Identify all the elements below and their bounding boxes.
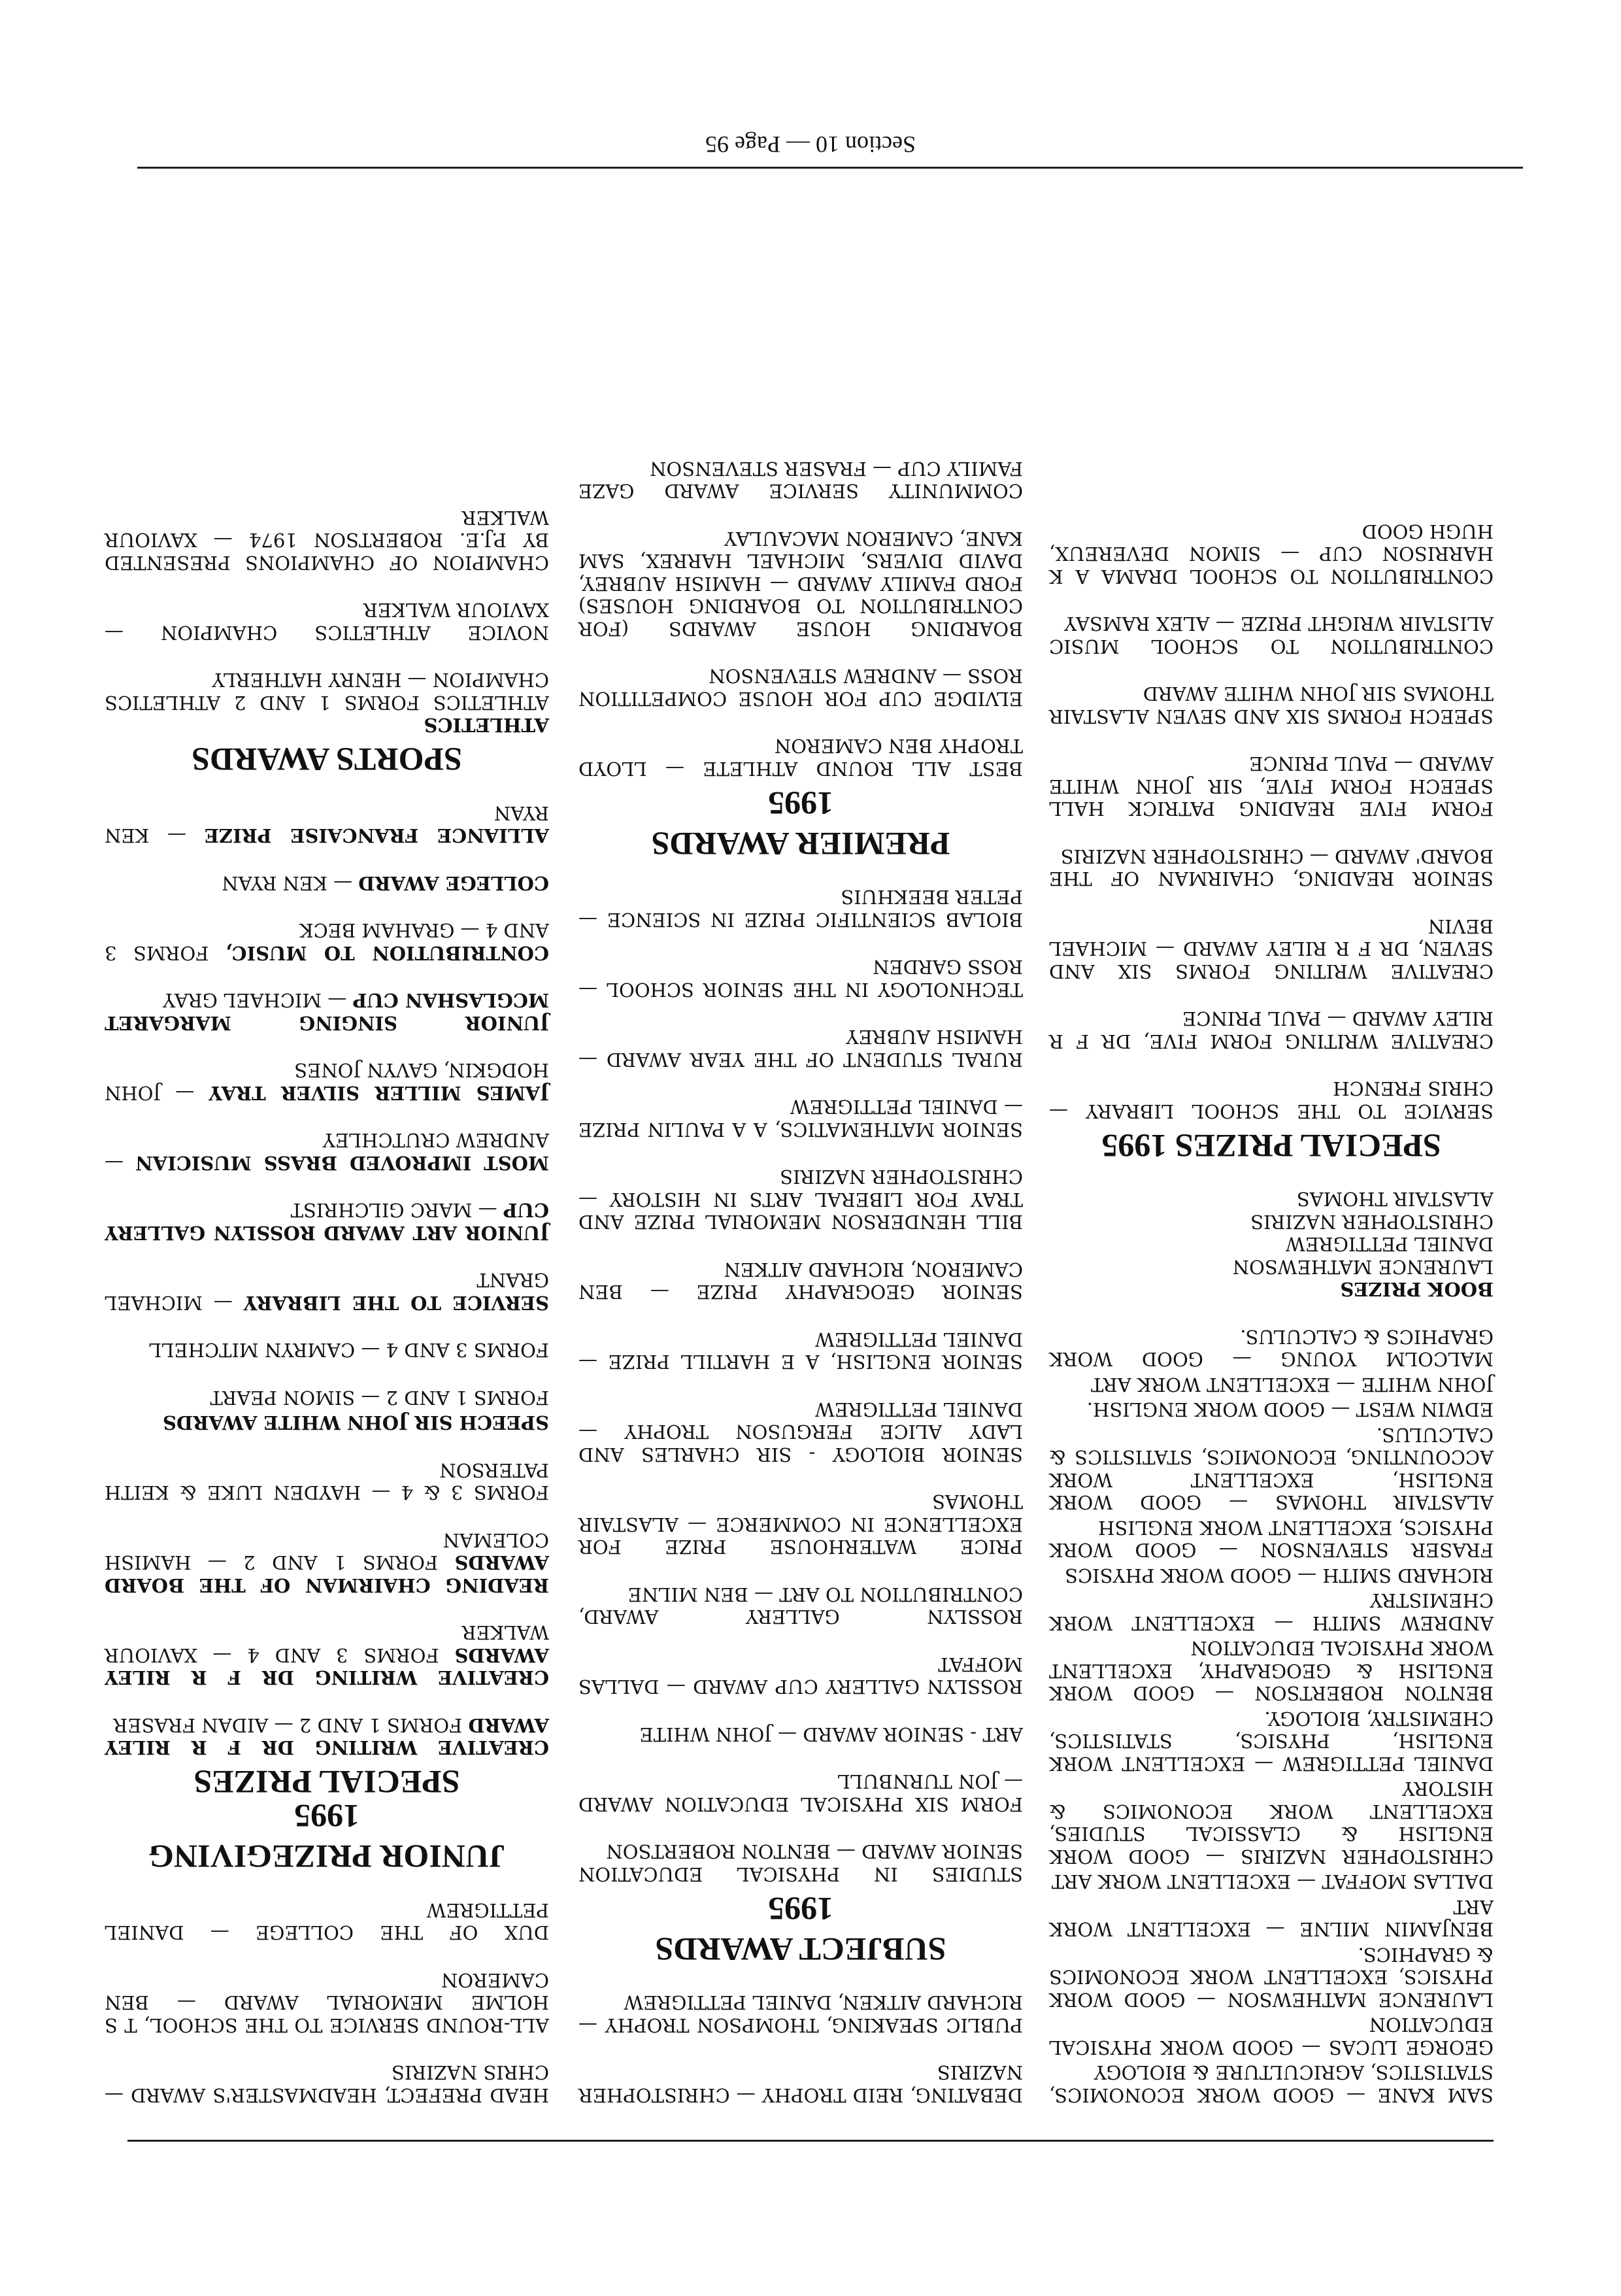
prize-title: COLLEGE AWARD [358, 872, 549, 894]
prize-winner: — MICHAEL GRANT [105, 1269, 549, 1314]
prize-entry: RICHARD SMITH — GOOD WORK PHYSICS [1065, 1564, 1494, 1587]
prize-entry: FORMS 3 AND 4 — CAMRYN MITCHELL [148, 1339, 549, 1362]
prize-winner: FORMS 1 AND 2 — AIDAN FRASER [113, 1714, 469, 1736]
prize-entry: SERVICE TO THE SCHOOL LIBRARY — CHRIS FRENCH [1049, 1077, 1494, 1123]
prize-entry: DALLAS MOFFAT — EXCELLENT WORK ART [1051, 1870, 1494, 1893]
prize-title: CONTRIBUTION TO MUSIC, [225, 942, 549, 964]
prize-entry: TECHNOLOGY IN THE SENIOR SCHOOL — ROSS GARDEN [578, 956, 1023, 1001]
book-prize-name: DANIEL PETTIGREW [1285, 1233, 1494, 1256]
column-right [105, 482, 549, 2107]
book-prize-name: LAURENCE MATHEWSON [1232, 1256, 1494, 1278]
book-prize-name: CHRISTOPHER NAZIRIS [1250, 1211, 1494, 1233]
prize-entry: FORM FIVE READING PATRICK HALL SPEECH FORM FIVE, SIR JOHN WHITE AWARD — PAUL PRINCE [1049, 752, 1494, 820]
prize-entry: COMMUNITY SERVICE AWARD GAZE FAMILY CUP — FRASER STEVENSON [578, 458, 1023, 503]
prize-entry: PUBLIC SPEAKING, THOMPSON TROPHY — RICHARD AITKEN, DANIEL PETTIGREW [578, 1991, 1023, 2036]
prize-winner: — ANDREW CRUTCHLEY [105, 1129, 549, 1174]
prize-title: ALLIANCE FRANCAISE PRIZE [204, 824, 549, 847]
prize-title: READING CHAIRMAN OF THE BOARD AWARDS [105, 1551, 549, 1596]
prize-entry: NOVICE ATHLETICS CHAMPION — XAVIOUR WALKER [105, 599, 549, 644]
prize-entry: CREATIVE WRITING FORMS SIX AND SEVEN, DR F R RILEY AWARD — MICHAEL BEVIN [1049, 915, 1494, 983]
prize-title: CREATIVE WRITING DR F R RILEY AWARDS [105, 1644, 549, 1689]
prize-entry: SAM KANE — GOOD WORK ECONOMICS, STATISTICS, AGRICULTURE & BIOLOGY [1049, 2061, 1494, 2106]
prize-winner: — JOHN HODGKIN, GAVYN JONES [105, 1059, 549, 1104]
prize-entry: STUDIES IN PHYSICAL EDUCATION SENIOR AWARD — BENTON ROBERTSON [578, 1840, 1023, 1885]
prize-entry: FORMS 3 & 4 — HAYDEN LUKE & KEITH PATERSON [105, 1459, 549, 1504]
prize-entry: ALL-ROUND SERVICE TO THE SCHOOL, T S HOLME MEMORIAL AWARD — BEN CAMERON [105, 1969, 549, 2036]
column-left [1049, 496, 1494, 2107]
prize-title: CREATIVE WRITING DR F R RILEY AWARD [105, 1714, 549, 1759]
prize-entry: HEAD PREFECT, HEADMASTER'S AWARD — CHRIS NAZIRIS [105, 2061, 549, 2106]
book-prizes-heading: BOOK PRIZES [1340, 1278, 1494, 1301]
prize-winner: FORMS 1 AND 2 — HAMISH COLEMAN [105, 1529, 549, 1574]
prize-entry: MALCOLM YOUNG — GOOD WORK GRAPHICS & CALCULUS. [1049, 1326, 1494, 1371]
prize-entry: ANDREW SMITH — EXCELLENT WORK CHEMISTRY [1049, 1589, 1494, 1634]
prize-winner: FORMS 3 AND 4 — XAVIOUR WALKER [105, 1621, 549, 1666]
prize-entry [105, 1129, 549, 1174]
prize-entry: BEST ALL ROUND ATHLETE — LLOYD TROPHY BEN CAMERON [578, 735, 1023, 780]
prize-entry: DEBATING, REID TROPHY — CHRISTOPHER NAZIRIS [578, 2061, 1023, 2106]
prize-entry: JOHN WHITE — EXCELLENT WORK ART [1091, 1374, 1494, 1396]
prize-winner: — MARC GILCHRIST [290, 1199, 503, 1222]
junior-prizegiving-year: 1995 [294, 1798, 359, 1835]
special-prizes-heading: SPECIAL PRIZES 1995 [1101, 1128, 1441, 1164]
prize-entry [105, 1059, 549, 1104]
premier-awards-year: 1995 [768, 785, 833, 822]
prize-title: MOST IMPROVED BRASS MUSICIAN [135, 1152, 549, 1174]
subject-awards-heading: SUBJECT AWARDS [655, 1931, 946, 1968]
prize-entry: CONTRIBUTION TO SCHOOL DRAMA A K HARRISON CUP — SIMON DEVEREUX, HUGH GOOD [1049, 520, 1494, 588]
prize-entry: EDWIN WEST — GOOD WORK ENGLISH. [1086, 1398, 1494, 1421]
prize-winner: — KEN RYAN [222, 872, 359, 894]
prize-title: JUNIOR ART AWARD ROSSLYN GALLERY CUP [105, 1199, 549, 1244]
prize-entry [105, 1411, 549, 1434]
column-middle [578, 433, 1023, 2107]
prize-entry: SENIOR READING, CHAIRMAN OF THE BOARD' AWARD — CHRISTOPHER NAZIRIS [1049, 845, 1494, 890]
prize-entry [105, 1621, 549, 1689]
prize-title: JUNIOR SINGING MARGARET MCGLASHAN CUP [105, 989, 549, 1034]
prize-entry: SENIOR MATHEMATICS, A A PAULIN PRIZE — DANIEL PETTIGREW [578, 1096, 1023, 1141]
prize-entry: FRASER STEVENSON — GOOD WORK PHYSICS, EXCELLENT WORK ENGLISH [1049, 1517, 1494, 1562]
prize-entry: CREATIVE WRITING FORM FIVE, DR F R RILEY AWARD — PAUL PRINCE [1049, 1007, 1494, 1053]
prize-title: SPEECH SIR JOHN WHITE AWARDS [162, 1411, 549, 1434]
prize-entry [105, 989, 549, 1034]
prize-entry [105, 919, 549, 964]
prize-entry [105, 872, 549, 895]
prize-title: SERVICE TO THE LIBRARY [243, 1292, 549, 1314]
prize-entry: SENIOR BIOLOGY - SIR CHARLES AND LADY ALICE FERGUSON TROPHY — DANIEL PETTIGREW [578, 1398, 1023, 1466]
prize-entry: BENJAMIN MILNE — EXCELLENT WORK ART [1049, 1896, 1494, 1941]
prize-entry: BOARDING HOUSE AWARDS (FOR CONTRIBUTION TO BOARDING HOUSES) FORD FAMILY AWARD — HAMISH AUBREY, DAVID DIVERS, MICHAEL HARREX, SAM KANE, CAMERON MACAULAY [578, 528, 1023, 640]
prize-entry: BIOLAB SCIENTIFIC PRIZE IN SCIENCE — PETER BEEKHUIS [578, 886, 1023, 931]
prize-entry: DUX OF THE COLLEGE — DANIEL PETTIGREW [105, 1899, 549, 1944]
sports-awards-heading: SPORTS AWARDS [192, 741, 462, 779]
subject-awards-year: 1995 [768, 1891, 833, 1927]
prize-entry: ALASTAIR THOMAS — GOOD WORK ENGLISH, EXCELLENT WORK ACCOUNTING, ECONOMICS, STATISTICS & CALCULUS. [1049, 1424, 1494, 1514]
prize-entry: BILL HENDERSON MEMORIAL PRIZE AND TRAY FOR LIBERAL ARTS IN HISTORY — CHRISTOPHER NAZIRIS [578, 1166, 1023, 1234]
page-footer: Section 10 — Page 95 [705, 131, 916, 158]
prize-entry: ATHLETICS FORMS 1 AND 2 ATHLETICS CHAMPION — HENRY HATHERLY [105, 669, 549, 714]
prize-winner: — KEN RYAN [105, 802, 549, 847]
prize-entry: RURAL STUDENT OF THE YEAR AWARD — HAMISH AUBREY [578, 1026, 1023, 1071]
prize-entry: SENIOR GEOGRAPHY PRIZE — BEN CAMERON, RICHARD AITKEN [578, 1258, 1023, 1304]
prize-entry: GEORGE LUCAS — GOOD WORK PHYSICAL EDUCATION [1049, 2014, 1494, 2059]
prize-entry [105, 1199, 549, 1244]
prize-entry: LAURENCE MATHEWSON — GOOD WORK PHYSICS, EXCELLENT WORK ECONOMICS & GRAPHICS. [1049, 1944, 1494, 2011]
prize-entry: DANIEL PETTIGREW — EXCELLENT WORK ENGLISH, PHYSICS, STATISTICS, CHEMISTRY, BIOLOGY. [1049, 1708, 1494, 1775]
premier-awards-heading: PREMIER AWARDS [651, 826, 950, 862]
prize-title: JAMES MILLER SILVER TRAY [209, 1082, 549, 1104]
prize-entry: CONTRIBUTION TO SCHOOL MUSIC ALISTAIR WRIGHT PRIZE — ALEX RAMSAY [1049, 613, 1494, 658]
book-prize-name: ALASTAIR THOMAS [1296, 1188, 1494, 1211]
prize-entry: SENIOR ENGLISH, A E HARTILL PRIZE — DANIEL PETTIGREW [578, 1328, 1023, 1374]
prize-winner: — MICHAEL GRAY [162, 989, 353, 1012]
book-prizes-list [1049, 1188, 1494, 1278]
prize-entry: PRICE WATERHOUSE PRIZE FOR EXCELLENCE IN COMMERCE — ALASTAIR THOMAS [578, 1491, 1023, 1559]
athletics-heading: ATHLETICS [424, 714, 549, 737]
prize-entry: ROSSLYN GALLERY AWARD, CONTRIBUTION TO ART — BEN MILNE [578, 1583, 1023, 1629]
junior-prizegiving-heading: JUNIOR PRIZEGIVING [148, 1838, 505, 1876]
junior-special-prizes-heading: SPECIAL PRIZES [193, 1764, 460, 1801]
prize-entry: CHRISTOPHER NAZIRIS — GOOD WORK ENGLISH & CLASSICAL STUDIES, EXCELLENT WORK ECONOMICS & HISTORY [1049, 1778, 1494, 1868]
bottom-rule [137, 167, 1523, 169]
prize-entry [105, 802, 549, 847]
prize-entry: ROSSLYN GALLERY CUP AWARD — DALLAS MOFFAT [578, 1653, 1023, 1698]
prize-entry: FORM SIX PHYSICAL EDUCATION AWARD — JON TURNBULL [578, 1770, 1023, 1815]
prize-entry: SPEECH FORMS SIX AND SEVEN ALASTAIR THOMAS SIR JOHN WHITE AWARD [1049, 683, 1494, 728]
prize-winner: FORMS 1 AND 2 — SIMON PEART [210, 1387, 549, 1409]
prize-entry [105, 1714, 549, 1759]
prize-entry: BENTON ROBERTSON — GOOD WORK ENGLISH & GEOGRAPHY, EXCELLENT WORK PHYSICAL EDUCATION [1049, 1637, 1494, 1705]
prize-entry: CHAMPION OF CHAMPIONS PRESENTED BY P.J.E. ROBERTSON 1974 — XAVIOUR WALKER [105, 507, 549, 574]
prize-entry: ART - SENIOR AWARD — JOHN WHITE [639, 1723, 1023, 1746]
prize-entry: ELVIDGE CUP FOR HOUSE COMPETITION ROSS — ANDREW STEVENSON [578, 665, 1023, 710]
prize-entry [105, 1269, 549, 1314]
prize-entry [105, 1529, 549, 1597]
prize-winner: FORMS 3 AND 4 — GRAHAM BECK [105, 919, 549, 964]
top-rule [127, 2140, 1494, 2142]
